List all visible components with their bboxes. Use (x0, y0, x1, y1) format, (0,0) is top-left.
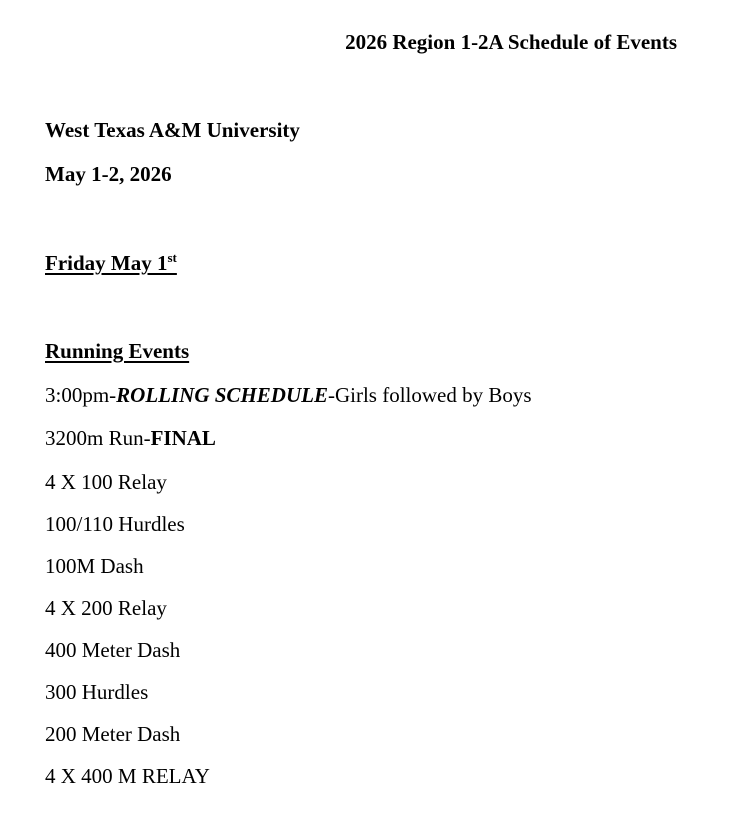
first-event-name: 3200m Run- (45, 426, 151, 450)
first-event-qualifier: FINAL (150, 426, 216, 450)
section-heading: Running Events (45, 339, 190, 363)
event-item: 4 X 400 M RELAY (45, 764, 210, 788)
day-heading-superscript: st (167, 250, 177, 265)
first-event (45, 426, 216, 450)
schedule-time: 3:00pm- (45, 383, 117, 407)
event-item: 400 Meter Dash (45, 638, 181, 662)
event-item: 300 Hurdles (45, 680, 149, 704)
day-heading-text: Friday May 1 (45, 251, 168, 275)
document-title: 2026 Region 1-2A Schedule of Events (345, 30, 677, 54)
schedule-note: -Girls followed by Boys (327, 383, 532, 407)
day-heading (45, 251, 177, 275)
event-item: 200 Meter Dash (45, 722, 181, 746)
event-item: 100/110 Hurdles (45, 512, 185, 536)
schedule-emphasis: ROLLING SCHEDULE (116, 383, 328, 407)
event-item: 4 X 200 Relay (45, 596, 167, 620)
event-item: 100M Dash (45, 554, 144, 578)
event-item: 4 X 100 Relay (45, 470, 167, 494)
event-dates: May 1-2, 2026 (45, 162, 172, 186)
venue: West Texas A&M University (45, 118, 300, 142)
schedule-line (45, 383, 532, 407)
